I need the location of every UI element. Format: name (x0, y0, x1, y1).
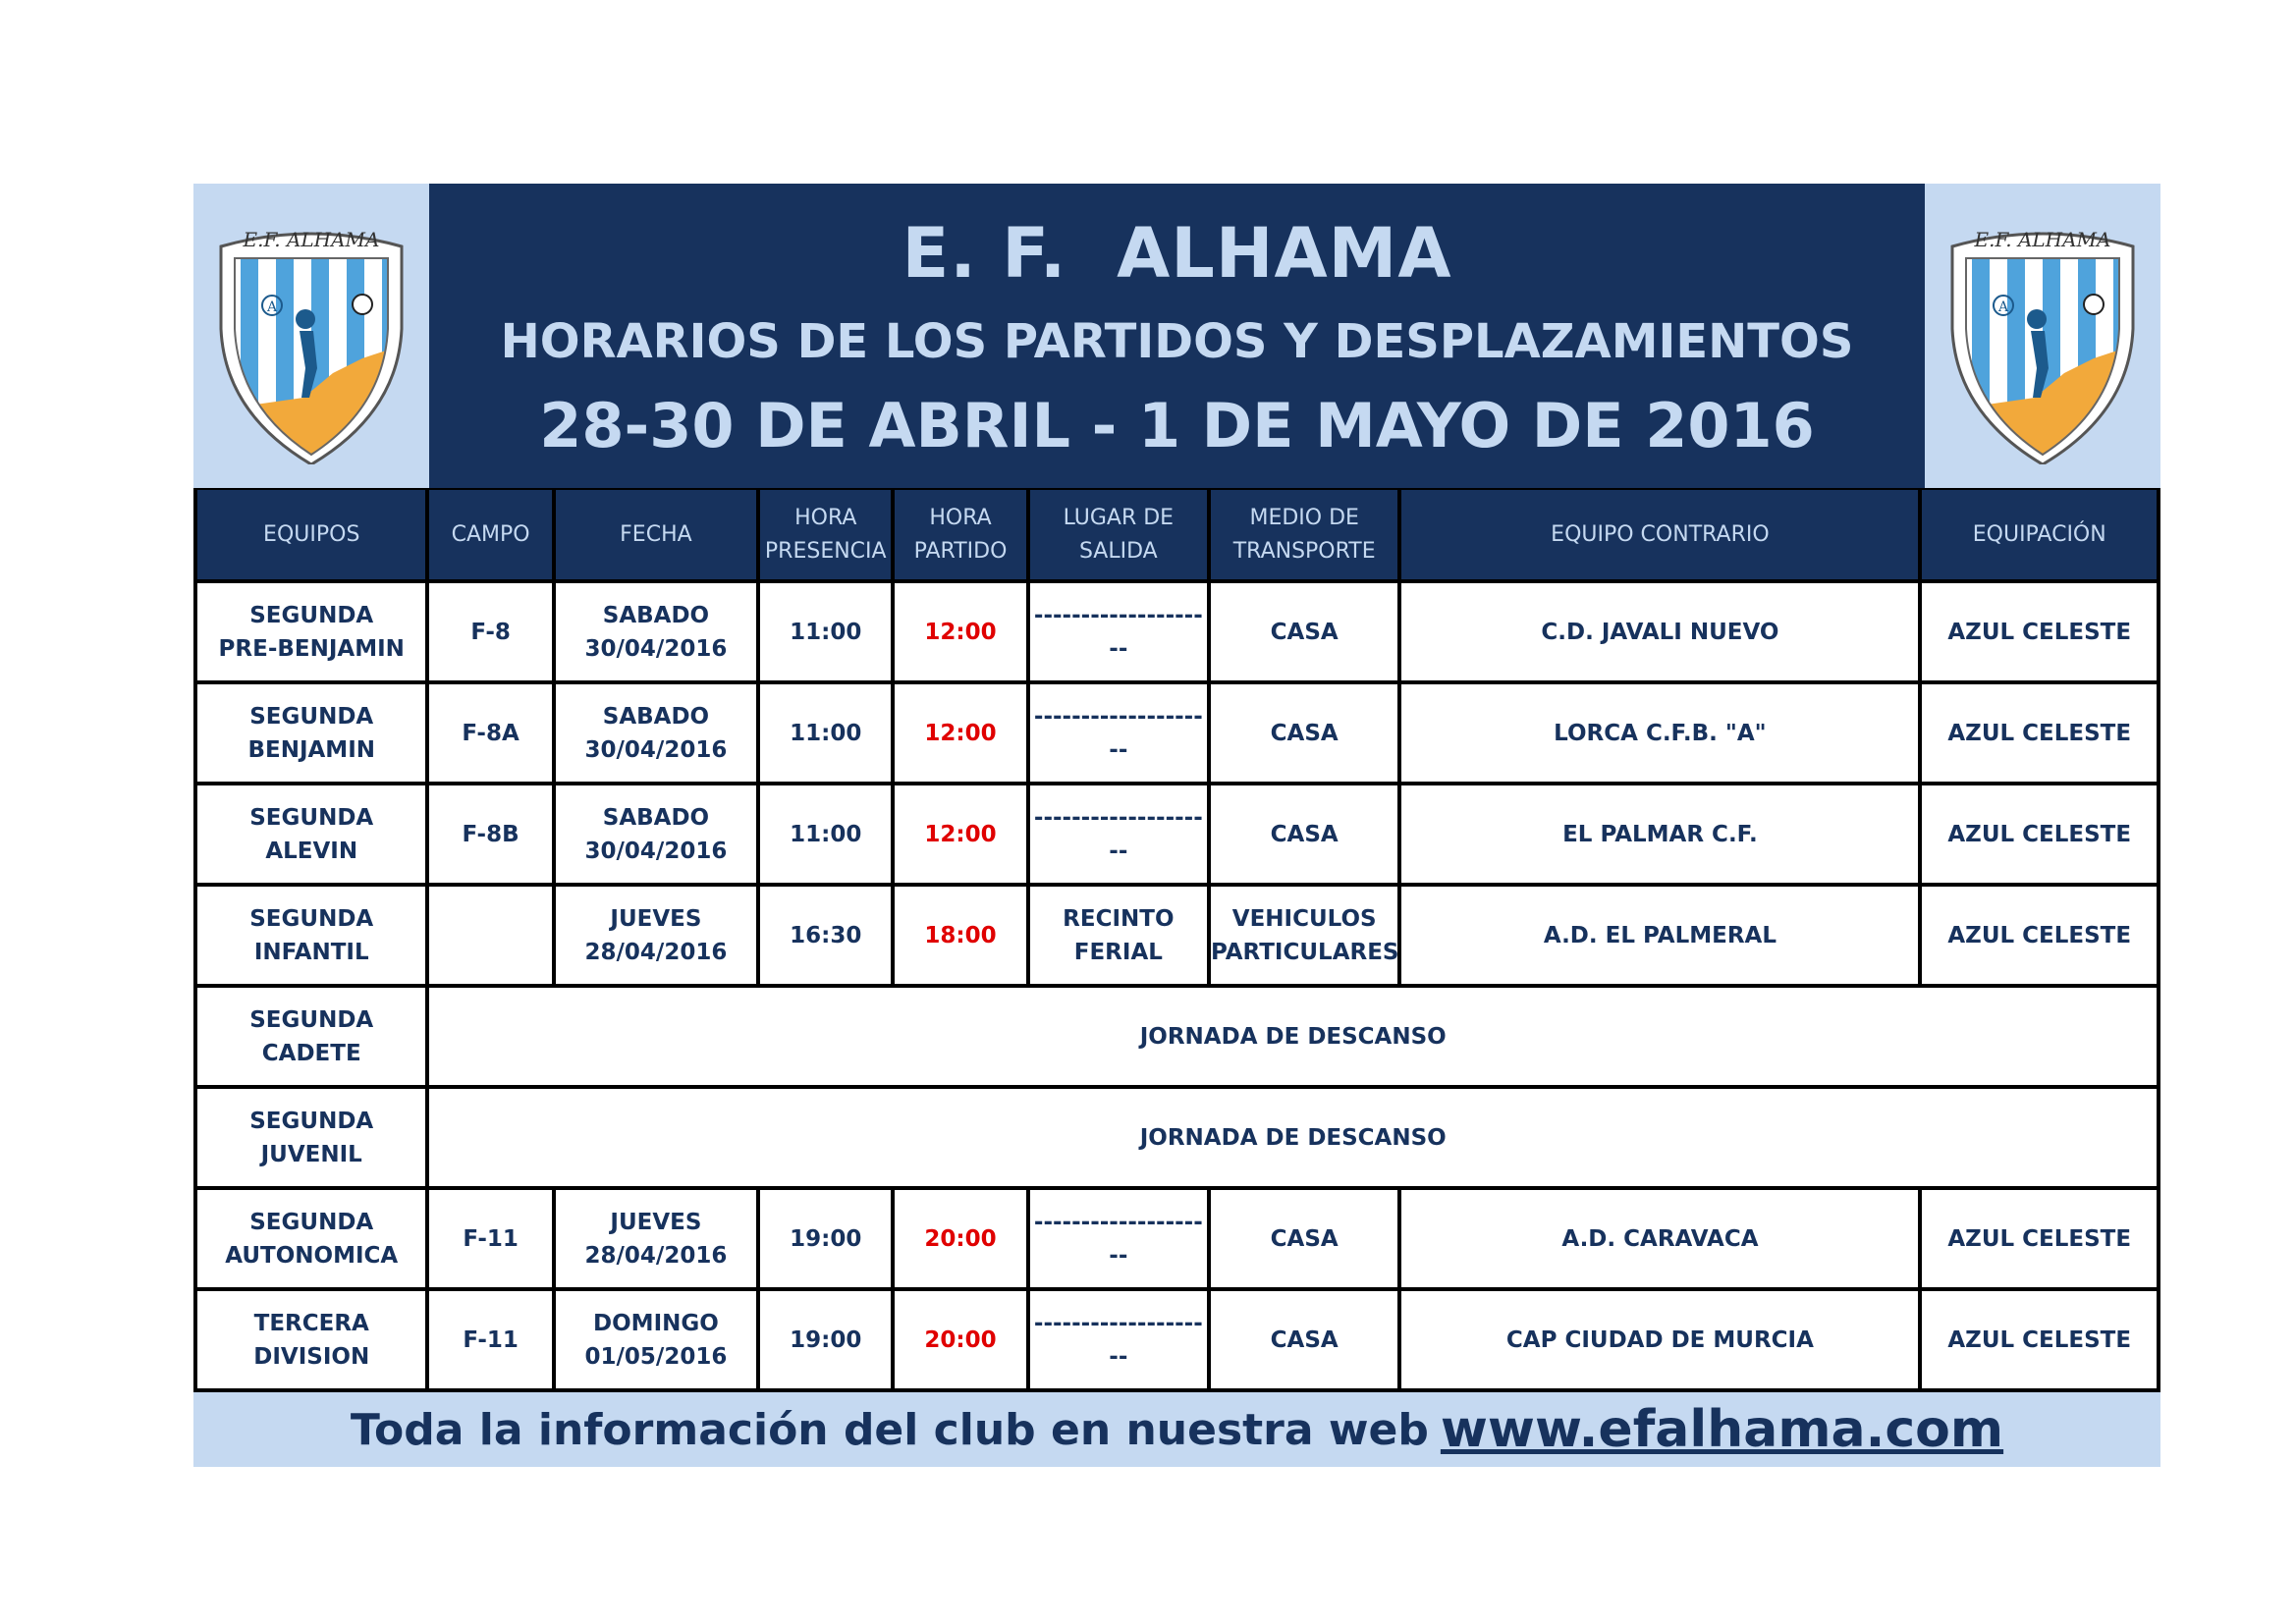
kit-cell: AZUL CELESTE (1922, 1190, 2157, 1287)
club-crest-icon (215, 211, 408, 464)
team-cell: SEGUNDA INFANTIL (197, 887, 425, 984)
arrival-time-cell: 11:00 (760, 583, 891, 680)
arrival-time-cell: 16:30 (760, 887, 891, 984)
arrival-time-cell: 11:00 (760, 684, 891, 782)
table-row (197, 1190, 2157, 1287)
match-time-cell: 20:00 (895, 1190, 1025, 1287)
opponent-cell: EL PALMAR C.F. (1401, 785, 1918, 883)
field-cell: F-11 (429, 1190, 551, 1287)
match-time-cell: 12:00 (895, 583, 1025, 680)
date-range: 28-30 DE ABRIL - 1 DE MAYO DE 2016 (539, 390, 1815, 461)
club-title: E. F. ALHAMA (902, 213, 1452, 294)
table-row (197, 1089, 2157, 1186)
match-time-cell: 18:00 (895, 887, 1025, 984)
arrival-time-cell: 19:00 (760, 1190, 891, 1287)
column-header: EQUIPACIÓN (1922, 490, 2157, 579)
kit-cell: AZUL CELESTE (1922, 583, 2157, 680)
field-cell: F-11 (429, 1291, 551, 1388)
kit-cell: AZUL CELESTE (1922, 1291, 2157, 1388)
departure-place-cell: RECINTO FERIAL (1030, 887, 1207, 984)
table-row (197, 785, 2157, 883)
table-row (197, 684, 2157, 782)
field-cell: F-8 (429, 583, 551, 680)
opponent-cell: CAP CIUDAD DE MURCIA (1401, 1291, 1918, 1388)
field-cell: F-8B (429, 785, 551, 883)
schedule-table (193, 486, 2160, 1392)
kit-cell: AZUL CELESTE (1922, 684, 2157, 782)
date-cell: JUEVES 28/04/2016 (556, 1190, 756, 1287)
rest-day-cell: JORNADA DE DESCANSO (429, 988, 2157, 1085)
date-cell: SABADO 30/04/2016 (556, 684, 756, 782)
transport-cell: CASA (1211, 583, 1397, 680)
crest-letter: A (266, 299, 278, 315)
departure-place-cell: -------------------- (1030, 785, 1207, 883)
date-cell: JUEVES 28/04/2016 (556, 887, 756, 984)
crest-letter: A (1997, 299, 2009, 315)
team-cell: TERCERA DIVISION (197, 1291, 425, 1388)
team-cell: SEGUNDA BENJAMIN (197, 684, 425, 782)
title-block (429, 184, 1925, 488)
arrival-time-cell: 19:00 (760, 1291, 891, 1388)
field-cell (429, 887, 551, 984)
opponent-cell: LORCA C.F.B. "A" (1401, 684, 1918, 782)
column-header: EQUIPO CONTRARIO (1401, 490, 1918, 579)
crest-text: E.F. ALHAMA (1974, 228, 2111, 251)
match-time-cell: 12:00 (895, 684, 1025, 782)
date-cell: SABADO 30/04/2016 (556, 785, 756, 883)
table-row (197, 988, 2157, 1085)
arrival-time-cell: 11:00 (760, 785, 891, 883)
team-cell: SEGUNDA PRE-BENJAMIN (197, 583, 425, 680)
table-row (197, 887, 2157, 984)
opponent-cell: C.D. JAVALI NUEVO (1401, 583, 1918, 680)
schedule-subtitle: HORARIOS DE LOS PARTIDOS Y DESPLAZAMIENTOS (500, 314, 1854, 369)
departure-place-cell: -------------------- (1030, 684, 1207, 782)
transport-cell: CASA (1211, 1190, 1397, 1287)
column-header: HORA PARTIDO (895, 490, 1025, 579)
logo-left (193, 184, 429, 488)
date-cell: DOMINGO 01/05/2016 (556, 1291, 756, 1388)
departure-place-cell: -------------------- (1030, 1291, 1207, 1388)
opponent-cell: A.D. CARAVACA (1401, 1190, 1918, 1287)
kit-cell: AZUL CELESTE (1922, 785, 2157, 883)
date-cell: SABADO 30/04/2016 (556, 583, 756, 680)
footer-text: Toda la información del club en nuestra web (350, 1404, 1429, 1455)
crest-text: E.F. ALHAMA (243, 228, 380, 251)
team-cell: SEGUNDA ALEVIN (197, 785, 425, 883)
column-header: FECHA (556, 490, 756, 579)
team-cell: SEGUNDA JUVENIL (197, 1089, 425, 1186)
team-cell: SEGUNDA CADETE (197, 988, 425, 1085)
table-row (197, 1291, 2157, 1388)
kit-cell: AZUL CELESTE (1922, 887, 2157, 984)
transport-cell: CASA (1211, 684, 1397, 782)
header (193, 184, 2160, 488)
footer (193, 1392, 2160, 1467)
column-header: EQUIPOS (197, 490, 425, 579)
rest-day-cell: JORNADA DE DESCANSO (429, 1089, 2157, 1186)
transport-cell: VEHICULOS PARTICULARES (1211, 887, 1397, 984)
match-time-cell: 20:00 (895, 1291, 1025, 1388)
club-crest-icon (1946, 211, 2139, 464)
opponent-cell: A.D. EL PALMERAL (1401, 887, 1918, 984)
table-body (197, 583, 2157, 1388)
table-row (197, 583, 2157, 680)
column-header: CAMPO (429, 490, 551, 579)
departure-place-cell: -------------------- (1030, 583, 1207, 680)
field-cell: F-8A (429, 684, 551, 782)
column-header: MEDIO DE TRANSPORTE (1211, 490, 1397, 579)
logo-right (1925, 184, 2160, 488)
team-cell: SEGUNDA AUTONOMICA (197, 1190, 425, 1287)
column-header: LUGAR DE SALIDA (1030, 490, 1207, 579)
transport-cell: CASA (1211, 1291, 1397, 1388)
column-header: HORA PRESENCIA (760, 490, 891, 579)
match-time-cell: 12:00 (895, 785, 1025, 883)
website-link[interactable]: www.efalhama.com (1440, 1400, 2004, 1459)
transport-cell: CASA (1211, 785, 1397, 883)
table-header-row (197, 490, 2157, 579)
schedule-sheet (193, 184, 2160, 1467)
departure-place-cell: -------------------- (1030, 1190, 1207, 1287)
